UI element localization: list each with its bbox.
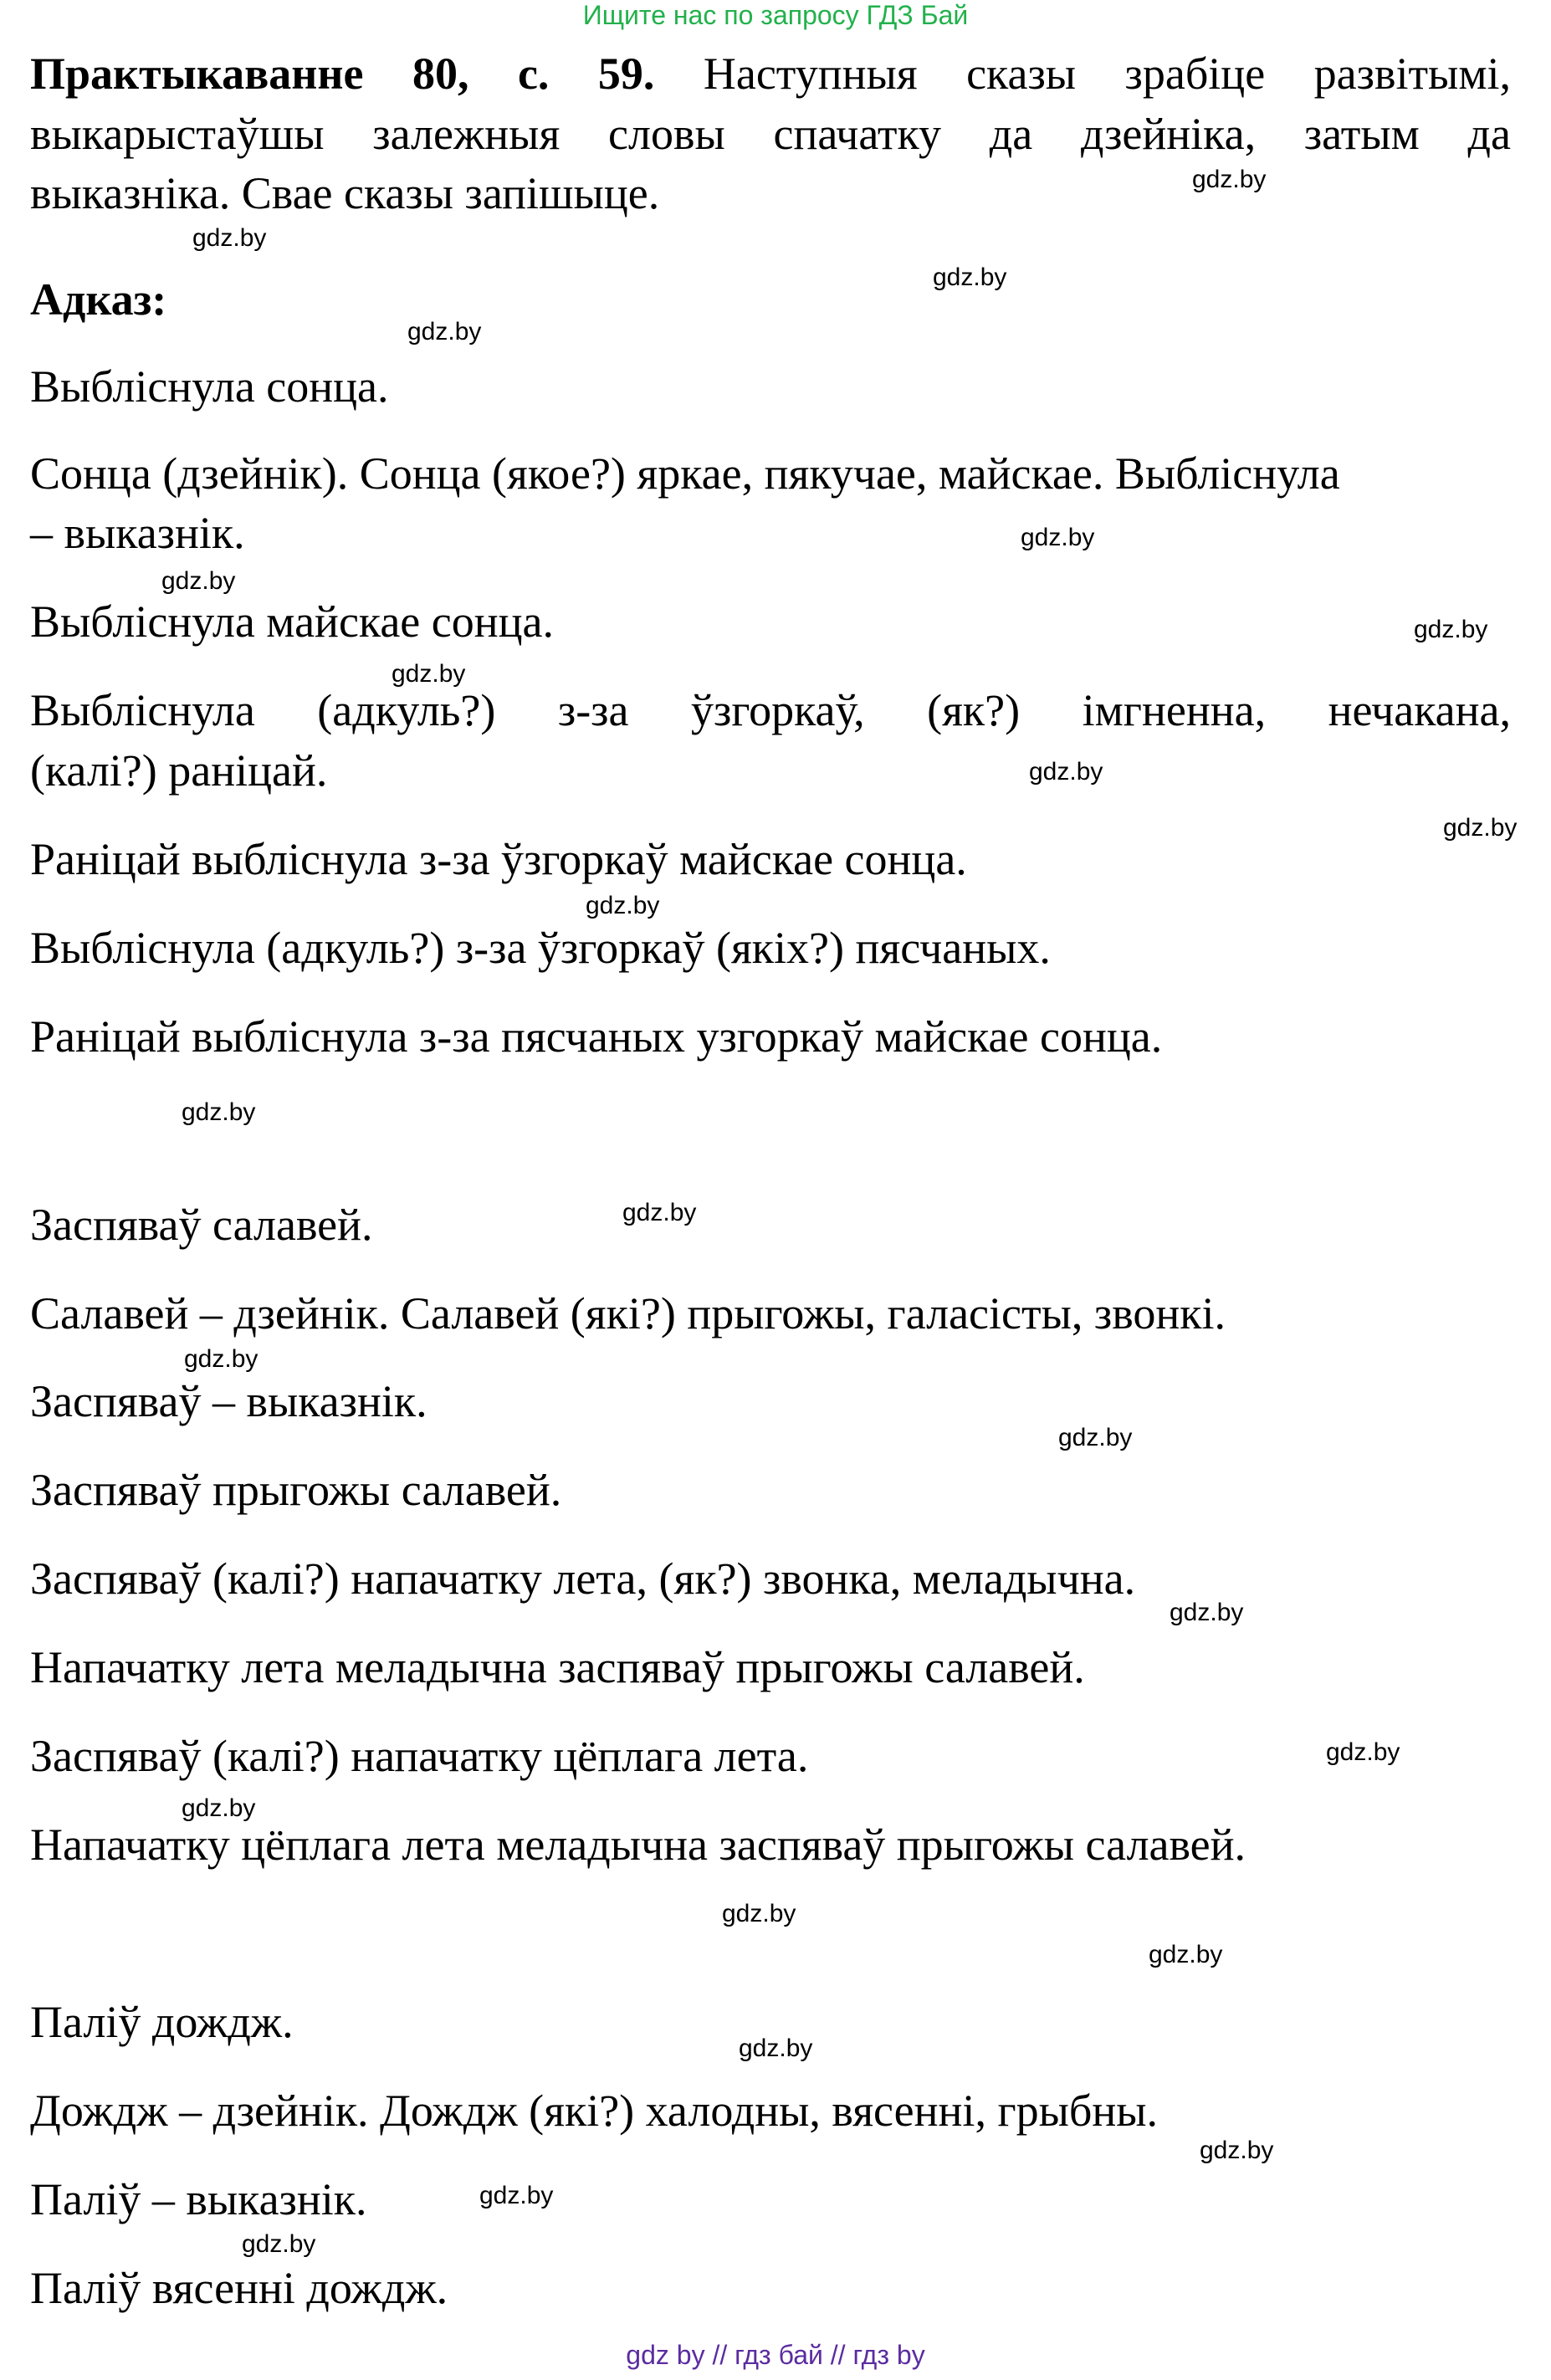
watermark: gdz.by [1443, 814, 1518, 842]
watermark: gdz.by [1414, 616, 1488, 643]
watermark: gdz.by [1029, 758, 1103, 786]
watermark: gdz.by [586, 892, 660, 919]
answer-line: Заспяваў (калі?) напачатку лета, (як?) звонка, меладычна. [30, 1553, 1136, 1604]
answer-line: Дождж – дзейнік. Дождж (які?) халодны, вясенні, грыбны. [30, 2086, 1159, 2136]
answer-line: Напачатку лета меладычна заспяваў прыгожы салавей. [30, 1642, 1085, 1692]
watermark: gdz.by [1192, 166, 1267, 193]
task-title: Практыкаванне 80, с. 59. [30, 49, 655, 99]
watermark: gdz.by [1021, 524, 1095, 551]
answer-label: Адказ: [30, 274, 167, 325]
answer-line: Сонца (дзейнік). Сонца (якое?) яркае, пякучае, майскае. Выбліснула [30, 448, 1340, 499]
answer-line: Заспяваў прыгожы салавей. [30, 1465, 562, 1515]
answer-line: Выбліснула (адкуль?) з-за ўзгоркаў (якіх?) пясчаных. [30, 923, 1051, 973]
watermark: gdz.by [1149, 1941, 1223, 1968]
answer-line: Выбліснула (адкуль?) з-за ўзгоркаў, (як?) імгненна, нечакана, [30, 685, 1511, 735]
task-line-3: выказніка. Свае сказы запішыце. [30, 168, 660, 218]
top-banner[interactable]: Ищите нас по запросу ГДЗ Бай [582, 0, 969, 30]
answer-line: Салавей – дзейнік. Салавей (які?) прыгожы, галасісты, звонкі. [30, 1288, 1226, 1338]
answer-line: Заспяваў (калі?) напачатку цёплага лета. [30, 1731, 809, 1781]
footer-links[interactable]: gdz by // гдз бай // гдз by [626, 2340, 925, 2370]
answer-line: Заспяваў салавей. [30, 1200, 373, 1250]
answer-line: Заспяваў – выказнік. [30, 1376, 427, 1426]
task-line-2: выкарыстаўшы залежныя словы спачатку да дзейніка, затым да [30, 109, 1511, 159]
watermark: gdz.by [161, 567, 236, 595]
answer-line: Паліў дождж. [30, 1997, 294, 2047]
watermark: gdz.by [1326, 1738, 1400, 1766]
watermark: gdz.by [622, 1199, 697, 1226]
watermark: gdz.by [242, 2230, 316, 2258]
answer-line: Выбліснула сонца. [30, 361, 389, 412]
answer-line: Раніцай выбліснула з-за ўзгоркаў майскае сонца. [30, 834, 967, 884]
watermark: gdz.by [184, 1345, 258, 1373]
watermark: gdz.by [739, 2035, 813, 2062]
watermark: gdz.by [392, 660, 466, 688]
answer-line: – выказнік. [30, 508, 245, 558]
watermark: gdz.by [407, 318, 482, 345]
watermark: gdz.by [182, 1098, 256, 1126]
watermark: gdz.by [1200, 2137, 1274, 2164]
answer-line: (калі?) раніцай. [30, 745, 328, 796]
task-line-1-text: Наступныя сказы зрабіце развітымі, [703, 49, 1511, 99]
answer-line: Напачатку цёплага лета меладычна заспяваў прыгожы салавей. [30, 1820, 1246, 1870]
watermark: gdz.by [1170, 1599, 1244, 1626]
answer-line: Раніцай выбліснула з-за пясчаных узгоркаў майскае сонца. [30, 1011, 1163, 1062]
answer-line: Паліў вясенні дождж. [30, 2263, 448, 2313]
answer-line: Выбліснула майскае сонца. [30, 596, 555, 647]
watermark: gdz.by [192, 224, 267, 252]
watermark: gdz.by [722, 1900, 796, 1927]
watermark: gdz.by [182, 1794, 256, 1822]
task-line-1 [30, 47, 1511, 100]
answer-line: Паліў – выказнік. [30, 2174, 367, 2224]
watermark: gdz.by [479, 2182, 554, 2209]
watermark: gdz.by [933, 264, 1007, 291]
watermark: gdz.by [1058, 1424, 1133, 1451]
